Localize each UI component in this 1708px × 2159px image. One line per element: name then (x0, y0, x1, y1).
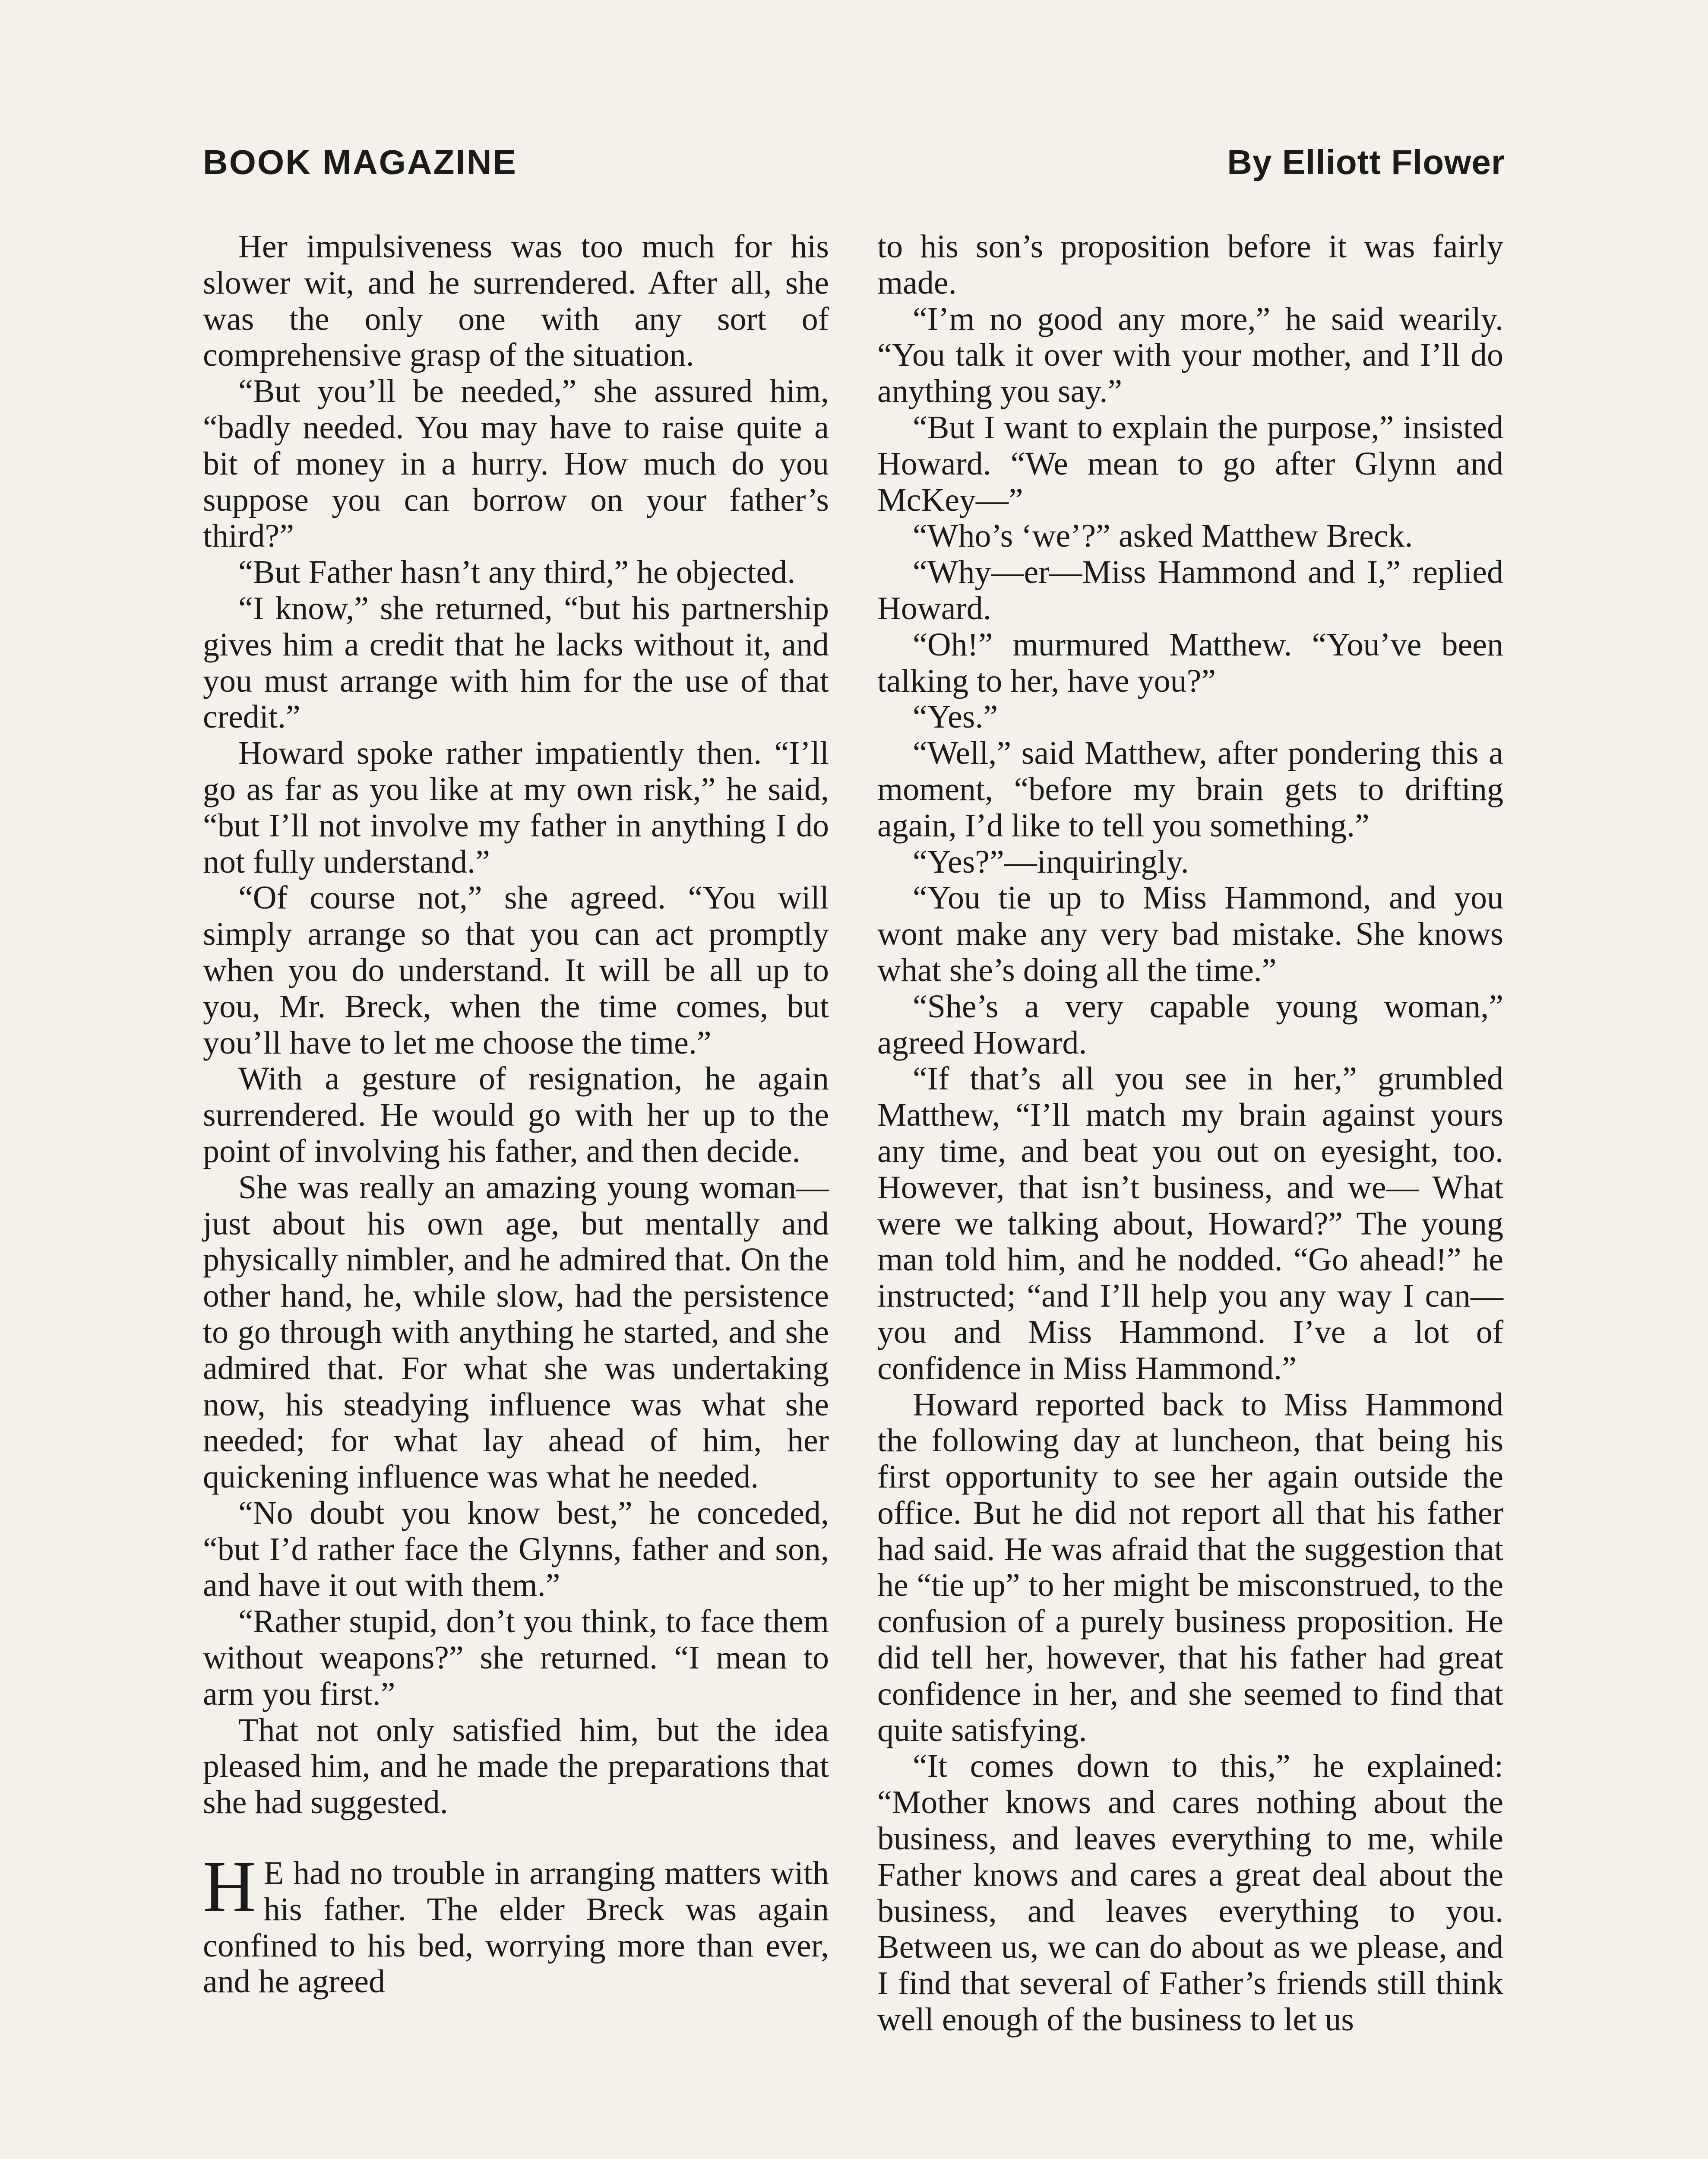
paragraph: With a gesture of resignation, he again surrendered. He would go with her up to the point of involving his father, and then decide. (203, 1061, 829, 1169)
paragraph: “You tie up to Miss Hammond, and you wont make any very bad mistake. She knows what she’s doing all the time.” (877, 880, 1503, 988)
paragraph: “Of course not,” she agreed. “You will simply arrange so that you can act promptly when you do understand. It will be all up to you, Mr. Breck, when the time comes, but you’ll have to let me choose the time.” (203, 880, 829, 1061)
paragraph: “I know,” she returned, “but his partnership gives him a credit that he lacks without it, and you must arrange with him for the use of that credit.” (203, 590, 829, 735)
paragraph: “I’m no good any more,” he said wearily. “You talk it over with your mother, and I’ll do anything you say.” (877, 301, 1503, 410)
paragraph: “No doubt you know best,” he conceded, “but I’d rather face the Glynns, father and son, and have it out with them.” (203, 1494, 829, 1604)
paragraph: “If that’s all you see in her,” grumbled Matthew, “I’ll match my brain against yours any time, and beat you out on eyesight, too. However, that isn’t business, and we— What were we talking about, Howard?” The young man told him, and he nodded. “Go ahead!” he instructed; “and I’ll help you any way I can—you and Miss Hammond. I’ve a lot of confidence in Miss Hammond.” (877, 1061, 1503, 1387)
drop-cap: H (203, 1846, 256, 1928)
paragraph: “But you’ll be needed,” she assured him, “badly needed. You may have to raise quite a bit of money in a hurry. How much do you suppose you can borrow on your father’s third?” (203, 373, 829, 554)
left-column (203, 229, 829, 2000)
paragraph: Howard reported back to Miss Hammond the following day at luncheon, that being his first opportunity to see her again outside the office. But he did not report all that his father had said. He was afraid that the suggestion that he “tie up” to her might be misconstrued, to the confusion of a purely business proposition. He did tell her, however, that his father had great confidence in her, and she seemed to find that quite satisfying. (877, 1386, 1503, 1748)
paragraph: Her impulsiveness was too much for his slower wit, and he surrendered. After all, she was the only one with any sort of comprehensive grasp of the situation. (203, 228, 829, 374)
right-column (877, 229, 1503, 2038)
section-text: E had no trouble in arranging matters with his father. The elder Breck was again confined to his bed, worrying more than ever, and he agreed (203, 1855, 829, 2000)
paragraph: “Oh!” murmured Matthew. “You’ve been talking to her, have you?” (877, 626, 1503, 699)
paragraph: “But I want to explain the purpose,” insisted Howard. “We mean to go after Glynn and McKey—” (877, 409, 1503, 518)
paragraph: “Well,” said Matthew, after pondering this a moment, “before my brain gets to drifting again, I’d like to tell you something.” (877, 735, 1503, 844)
paragraph: “Yes?”—inquiringly. (913, 843, 1189, 880)
paragraph: She was really an amazing young woman—just about his own age, but mentally and physically nimbler, and he admired that. On the other hand, he, while slow, had the persistence to go through with anything he started, and she admired that. For what she was undertaking now, his steadying influence was what she needed; for what lay ahead of him, her quickening influence was what he needed. (203, 1169, 829, 1495)
author-byline: By Elliott Flower (1227, 143, 1505, 181)
paragraph: “It comes down to this,” he explained: “Mother knows and cares nothing about the business, and leaves everything to me, while Father knows and cares a great deal about the business, and leaves everything to you. Between us, we can do about as we please, and I find that several of Father’s friends still think well enough of the business to let us (877, 1748, 1503, 2038)
magazine-title: BOOK MAGAZINE (203, 143, 517, 181)
paragraph: “But Father hasn’t any third,” he objected. (238, 554, 796, 591)
paragraph: “She’s a very capable young woman,” agreed Howard. (877, 988, 1503, 1061)
paragraph: “Who’s ‘we’?” asked Matthew Breck. (913, 518, 1413, 554)
paragraph: Howard spoke rather impatiently then. “I’ll go as far as you like at my own risk,” he said, “but I’ll not involve my father in anything I do not fully understand.” (203, 735, 829, 880)
paragraph: “Rather stupid, don’t you think, to face them without weapons?” she returned. “I mean to arm you first.” (203, 1603, 829, 1712)
paragraph: “Yes.” (913, 699, 998, 735)
running-header (203, 142, 1505, 190)
paragraph-continuation: to his son’s proposition before it was fairly made. (877, 228, 1503, 301)
section-opening-paragraph (203, 1846, 829, 2000)
paragraph: That not only satisfied him, but the idea pleased him, and he made the preparations that she had suggested. (203, 1712, 829, 1821)
paragraph: “Why—er—Miss Hammond and I,” replied Howard. (877, 554, 1503, 627)
